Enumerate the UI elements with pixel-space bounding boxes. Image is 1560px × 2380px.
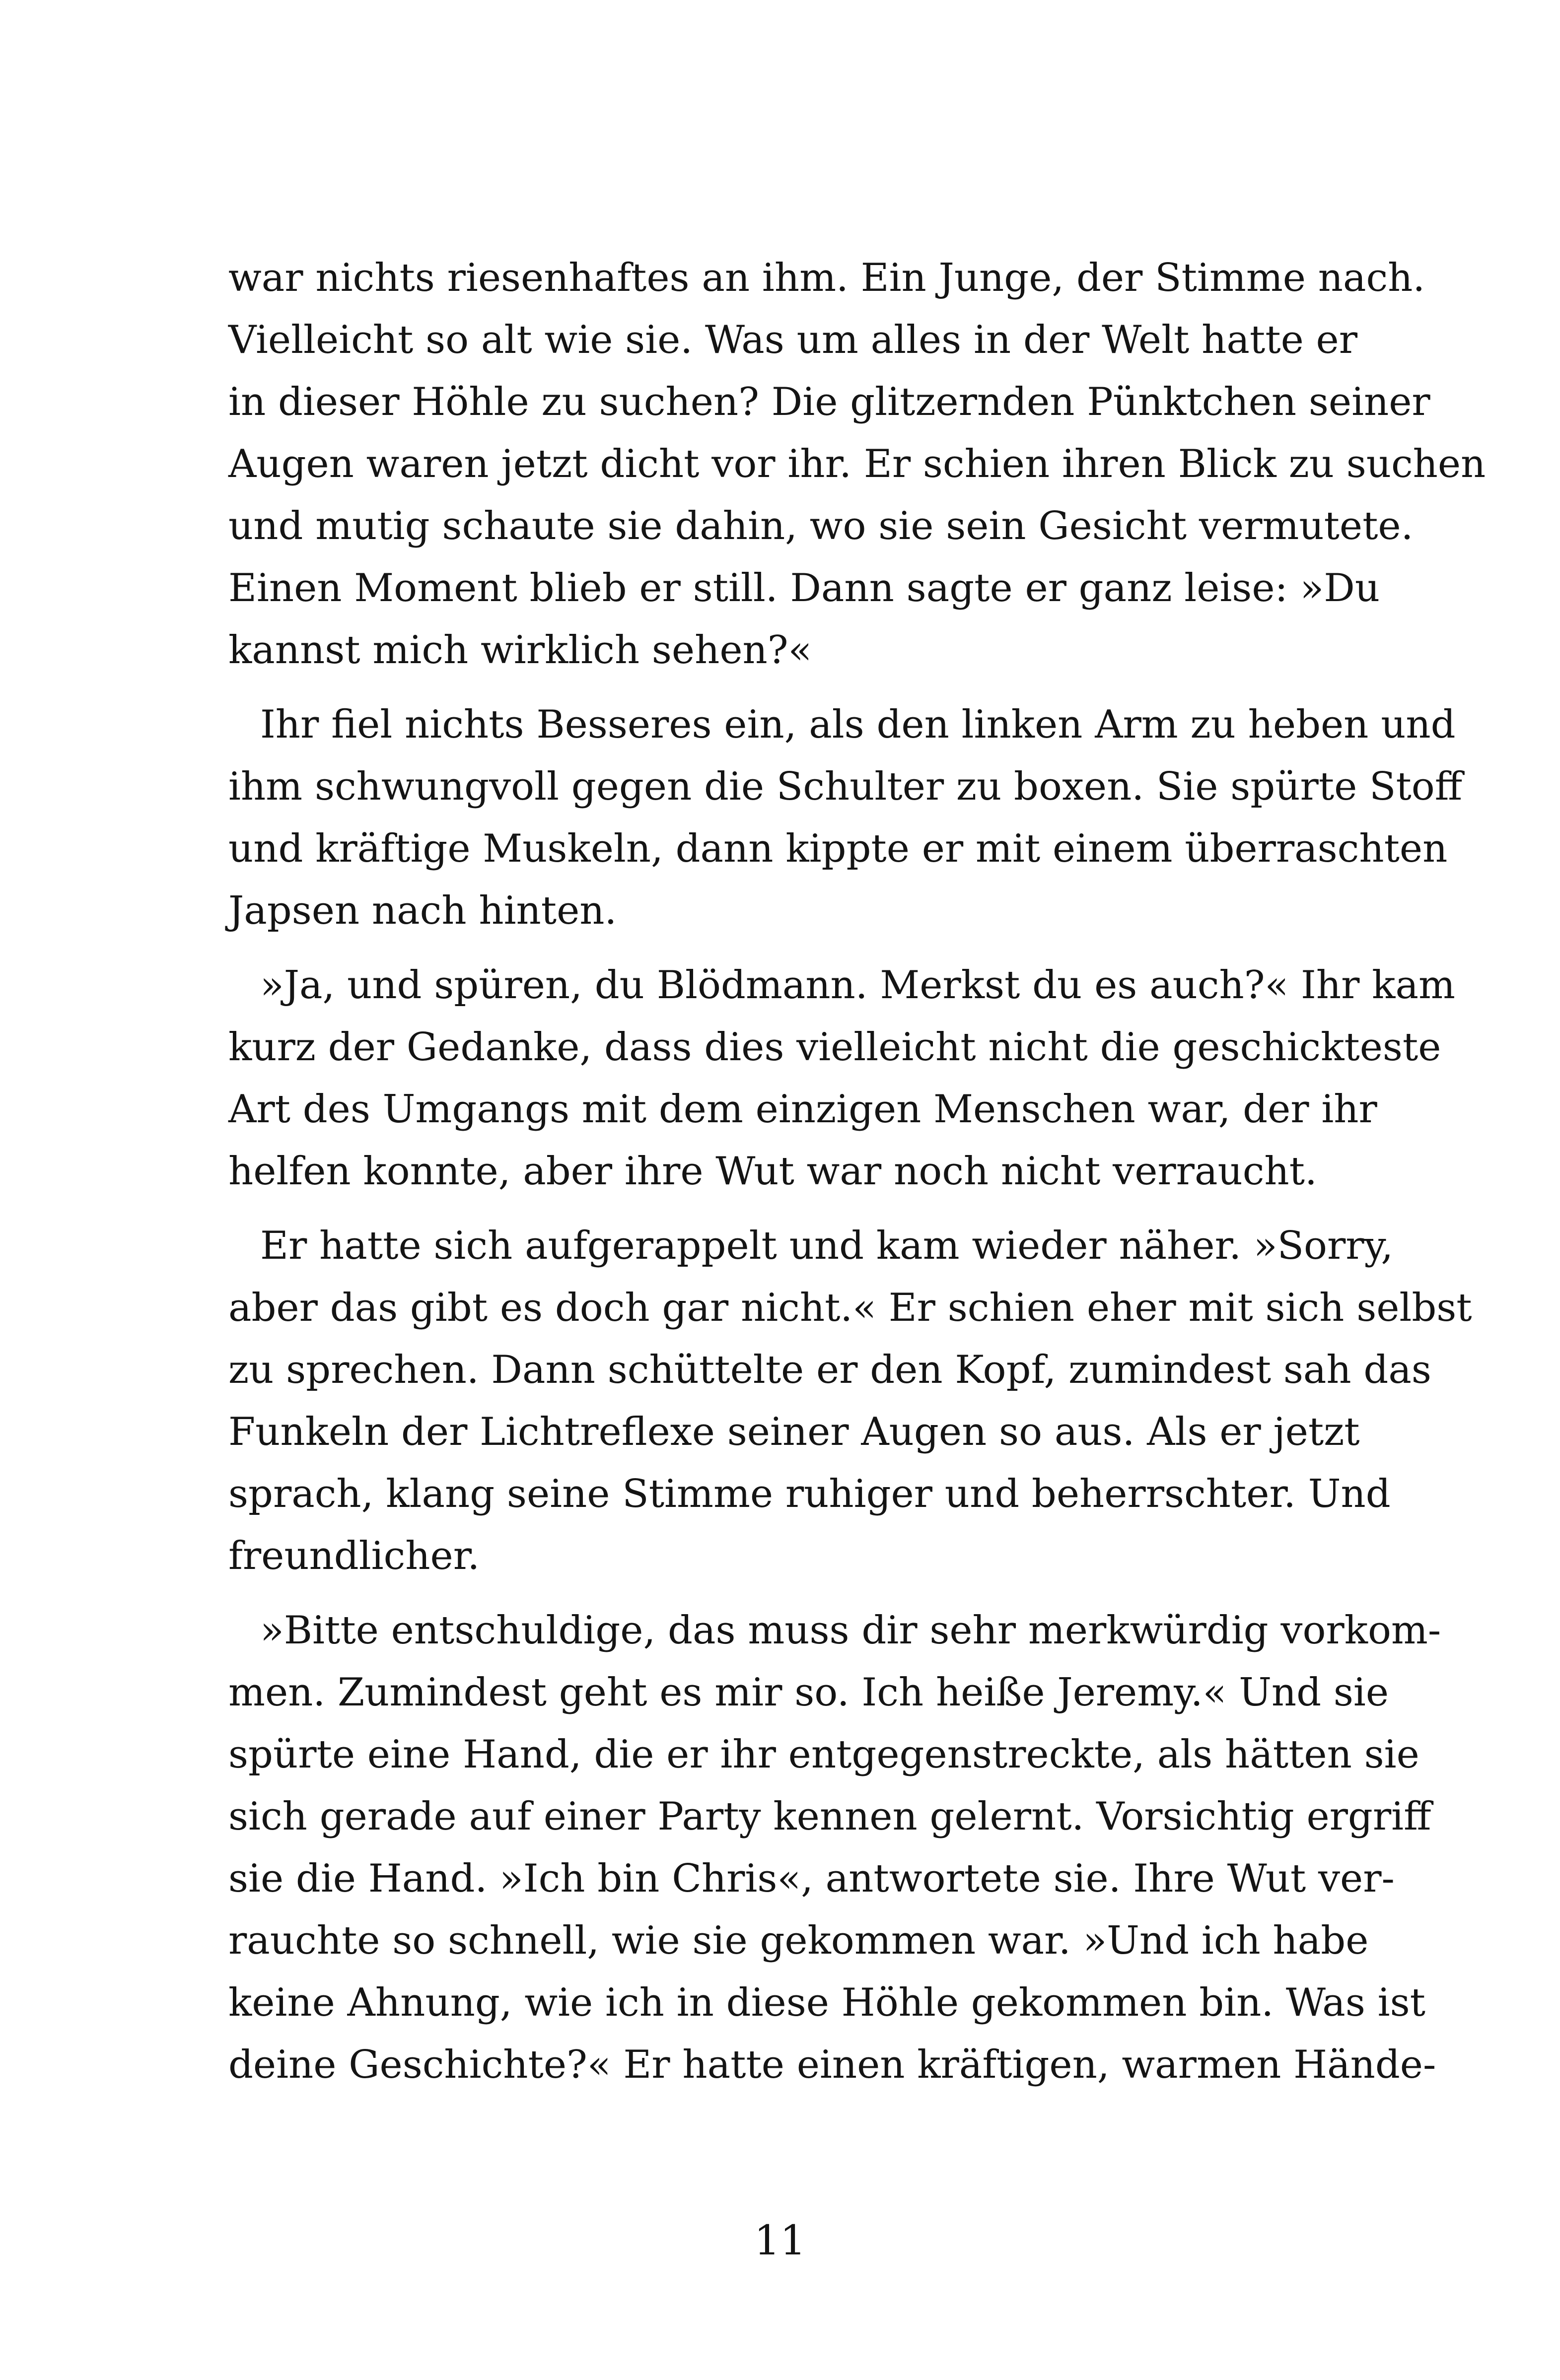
text-line: war nichts riesenhaftes an ihm. Ein Junge, der Stimme nach. (228, 256, 1425, 300)
paragraph-gap (228, 681, 1343, 694)
text-line: spürte eine Hand, die er ihr entgegenstreckte, als hätten sie (228, 1732, 1419, 1777)
text-line: keine Ahnung, wie ich in diese Höhle gekommen bin. Was ist (228, 1980, 1425, 2025)
page-number: 11 (754, 2217, 806, 2264)
text-line: kannst mich wirklich sehen?« (228, 628, 812, 673)
paragraph-gap (228, 1587, 1343, 1600)
text-line: Er hatte sich aufgerappelt und kam wieder näher. »Sorry, (260, 1224, 1394, 1268)
text-line: sich gerade auf einer Party kennen gelernt. Vorsichtig ergriff (228, 1794, 1431, 1839)
paragraph-gap (228, 942, 1343, 954)
paragraph-gap (228, 1203, 1343, 1215)
text-line: und kräftige Muskeln, dann kippte er mit einem überraschten (228, 826, 1448, 871)
text-line: Funkeln der Lichtreflexe seiner Augen so aus. Als er jetzt (228, 1410, 1360, 1454)
text-line: Einen Moment blieb er still. Dann sagte er ganz leise: »Du (228, 566, 1380, 611)
text-line: Ihr fiel nichts Besseres ein, als den linken Arm zu heben und (260, 702, 1456, 747)
text-line: men. Zumindest geht es mir so. Ich heiße Jeremy.« Und sie (228, 1670, 1389, 1715)
text-line: zu sprechen. Dann schüttelte er den Kopf, zumindest sah das (228, 1348, 1431, 1392)
text-line: »Ja, und spüren, du Blödmann. Merkst du es auch?« Ihr kam (260, 963, 1455, 1008)
text-line: aber das gibt es doch gar nicht.« Er schien eher mit sich selbst (228, 1286, 1472, 1330)
text-line: deine Geschichte?« Er hatte einen kräftigen, warmen Hände- (228, 2042, 1436, 2087)
text-line: »Bitte entschuldige, das muss dir sehr merkwürdig vorkom- (260, 1608, 1441, 1653)
text-line: freundlicher. (228, 1534, 480, 1578)
text-line: in dieser Höhle zu suchen? Die glitzernden Pünktchen seiner (228, 380, 1430, 424)
body-text (228, 247, 1486, 2096)
text-line: Vielleicht so alt wie sie. Was um alles in der Welt hatte er (228, 318, 1357, 362)
text-line: Japsen nach hinten. (228, 888, 617, 933)
text-line: und mutig schaute sie dahin, wo sie sein Gesicht vermutete. (228, 504, 1414, 548)
text-line: helfen konnte, aber ihre Wut war noch nicht verraucht. (228, 1149, 1317, 1194)
text-line: Augen waren jetzt dicht vor ihr. Er schien ihren Blick zu suchen (228, 442, 1486, 486)
text-line: sie die Hand. »Ich bin Chris«, antwortete sie. Ihre Wut ver- (228, 1856, 1395, 1901)
text-line: rauchte so schnell, wie sie gekommen war. »Und ich habe (228, 1918, 1369, 1963)
text-line: ihm schwungvoll gegen die Schulter zu boxen. Sie spürte Stoff (228, 764, 1463, 809)
text-line: Art des Umgangs mit dem einzigen Menschen war, der ihr (228, 1087, 1377, 1132)
text-line: kurz der Gedanke, dass dies vielleicht nicht die geschickteste (228, 1025, 1441, 1070)
text-line: sprach, klang seine Stimme ruhiger und beherrschter. Und (228, 1472, 1391, 1516)
